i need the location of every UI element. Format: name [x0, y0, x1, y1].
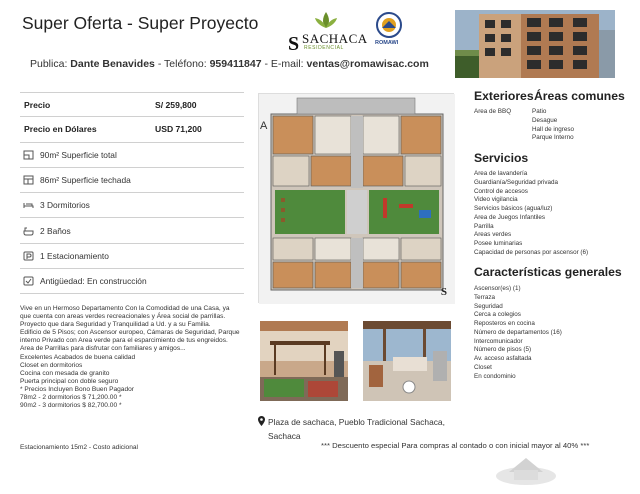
feature-row	[20, 218, 244, 243]
description-line: Closet en dormitorios	[20, 361, 83, 369]
bath-icon	[22, 226, 34, 236]
description-line: 78m2 - 2 dormitorios $ 71,200.00 *	[20, 394, 122, 402]
svg-text:S: S	[288, 33, 300, 54]
servicio-item: Area de Juegos Infantiles	[474, 213, 546, 221]
feature-row	[20, 143, 244, 168]
feature-row	[20, 168, 244, 193]
bbq-area-render[interactable]	[260, 321, 348, 401]
price-usd-value: USD 71,200	[155, 124, 202, 135]
parking-note: Estacionamiento 15m2 - Costo adicional	[20, 444, 139, 451]
roofed-area-icon	[22, 175, 34, 185]
price-value: S/ 259,800	[155, 99, 197, 110]
price-usd-row	[20, 117, 244, 142]
amenities-panel	[474, 89, 634, 143]
caracteristicas-list	[474, 285, 562, 381]
location	[258, 415, 468, 443]
feature-text: 90m² Superficie total	[40, 149, 117, 160]
description-line: Area de Parrillas para disfrutar con familiares y amigos...	[20, 345, 186, 353]
servicio-item: Control de accesos	[474, 187, 528, 195]
feature-text: Antigüedad: En construcción	[40, 276, 147, 287]
servicios-list	[474, 170, 588, 258]
caracteristica-item: Av. acceso asfaltada	[474, 355, 532, 362]
plan-corner-logo: S	[440, 286, 447, 298]
servicio-item: Areas verdes	[474, 231, 512, 239]
caracteristica-item: En condominio	[474, 372, 516, 380]
feature-row	[20, 244, 244, 269]
description	[20, 305, 252, 410]
areas-comunes-item: Patio	[532, 108, 547, 115]
servicios-heading: Servicios	[474, 151, 529, 165]
description-line: Edificio de 5 Pisos; con Ascensor europeo, Cámaras de Seguridad, Parque	[20, 329, 240, 337]
agent-name: Dante Benavides	[70, 58, 155, 70]
description-line: 90m2 - 3 dormitorios $ 82,700.00 *	[20, 402, 122, 410]
caracteristica-item: Cerca a colegios	[474, 311, 521, 319]
description-line: Vive en un Hermoso Departamento Con la Comodidad de una Casa, ya	[20, 305, 230, 312]
sachaca-logo-name: SACHACA	[302, 31, 368, 46]
servicio-item: Guardianía/Seguridad privada	[474, 178, 559, 186]
caracteristica-item: Reposteros en cocina	[474, 320, 535, 327]
house-watermark-icon	[495, 446, 557, 486]
caracteristica-item: Ascensor(es) (1)	[474, 285, 521, 292]
description-line: Excelentes Acabados de buena calidad	[20, 353, 136, 361]
discount-banner: *** Descuento especial Para compras al contado o con inicial mayor al 40% ***	[321, 441, 590, 450]
building-hero-image	[455, 10, 615, 78]
servicio-item: Parrilla	[474, 222, 494, 230]
price-usd-label: Precio en Dólares	[24, 124, 97, 135]
description-line: interno Privado con Area verde para el esparcimiento de tus engreidos.	[20, 337, 228, 345]
contact-line	[30, 58, 429, 70]
floor-plan-image[interactable]	[258, 93, 454, 303]
description-line: * Precios Incluyen Bono Buen Pagador	[20, 385, 134, 393]
email-label: - E-mail:	[264, 58, 304, 70]
romawi-logo-name: ROMAWI	[375, 40, 399, 46]
description-line: Cocina con mesada de granito	[20, 369, 110, 377]
price-specs-table	[20, 92, 244, 294]
exteriores-heading: Exteriores	[474, 89, 534, 103]
caracteristica-item: Número de departamentos (16)	[474, 328, 562, 336]
feature-row	[20, 193, 244, 218]
location-line-1: Plaza de sachaca, Pueblo Tradicional Sachaca,	[268, 417, 445, 427]
clock-icon	[22, 276, 34, 286]
feature-text: 3 Dormitorios	[40, 200, 90, 211]
location-line-2: Sachaca	[268, 431, 301, 441]
areas-comunes-item: Parque Interno	[532, 134, 574, 142]
caracteristica-item: Terraza	[474, 293, 495, 301]
feature-text: 86m² Superficie techada	[40, 175, 131, 186]
caracteristica-item: Intercomunicador	[474, 337, 523, 345]
description-line: que cuenta con areas verdes recreacionales y Área social de parrillas.	[20, 313, 226, 321]
phone-number[interactable]: 959411847	[209, 58, 262, 70]
caracteristicas-heading: Características generales	[474, 265, 622, 279]
rooftop-render[interactable]	[363, 321, 451, 401]
servicio-item: Video vigilancia	[474, 196, 518, 204]
area-icon	[22, 150, 34, 160]
servicio-item: Capacidad de personas por ascensor (6)	[474, 248, 589, 256]
servicio-item: Area de lavandería	[474, 170, 528, 177]
romawi-logo	[372, 10, 406, 50]
parking-icon	[22, 251, 34, 261]
email-address[interactable]: ventas@romawisac.com	[306, 58, 429, 70]
exteriores-item: Area de BBQ	[474, 108, 512, 115]
map-pin-icon	[258, 416, 265, 426]
bed-icon	[22, 200, 34, 210]
servicio-item: Servicios básicos (agua/luz)	[474, 205, 553, 212]
caracteristica-item: Seguridad	[474, 302, 503, 310]
feature-text: 1 Estacionamiento	[40, 250, 109, 261]
plan-corner-label: A	[260, 120, 268, 132]
price-label: Precio	[24, 99, 51, 110]
feature-row	[20, 269, 244, 294]
page-title: Super Oferta - Super Proyecto	[22, 13, 259, 33]
price-row	[20, 92, 244, 117]
description-line: Proyecto que dara Seguridad y Tranquilidad a Ud. y a su Familia.	[20, 321, 211, 329]
areas-comunes-heading: Áreas comunes	[534, 89, 625, 103]
areas-comunes-item: Hall de ingreso	[532, 125, 575, 133]
areas-comunes-item: Desague	[532, 116, 558, 124]
feature-text: 2 Baños	[40, 225, 71, 236]
servicio-item: Posee luminarias	[474, 240, 523, 247]
sachaca-logo	[284, 10, 368, 54]
phone-label: - Teléfono:	[157, 58, 207, 70]
publica-label: Publica:	[30, 58, 68, 70]
description-line: Puerta principal con doble seguro	[20, 377, 119, 385]
caracteristica-item: Número de pisos (5)	[474, 346, 532, 354]
sachaca-logo-sub: RESIDENCIAL	[304, 45, 344, 51]
caracteristica-item: Closet	[474, 363, 492, 371]
